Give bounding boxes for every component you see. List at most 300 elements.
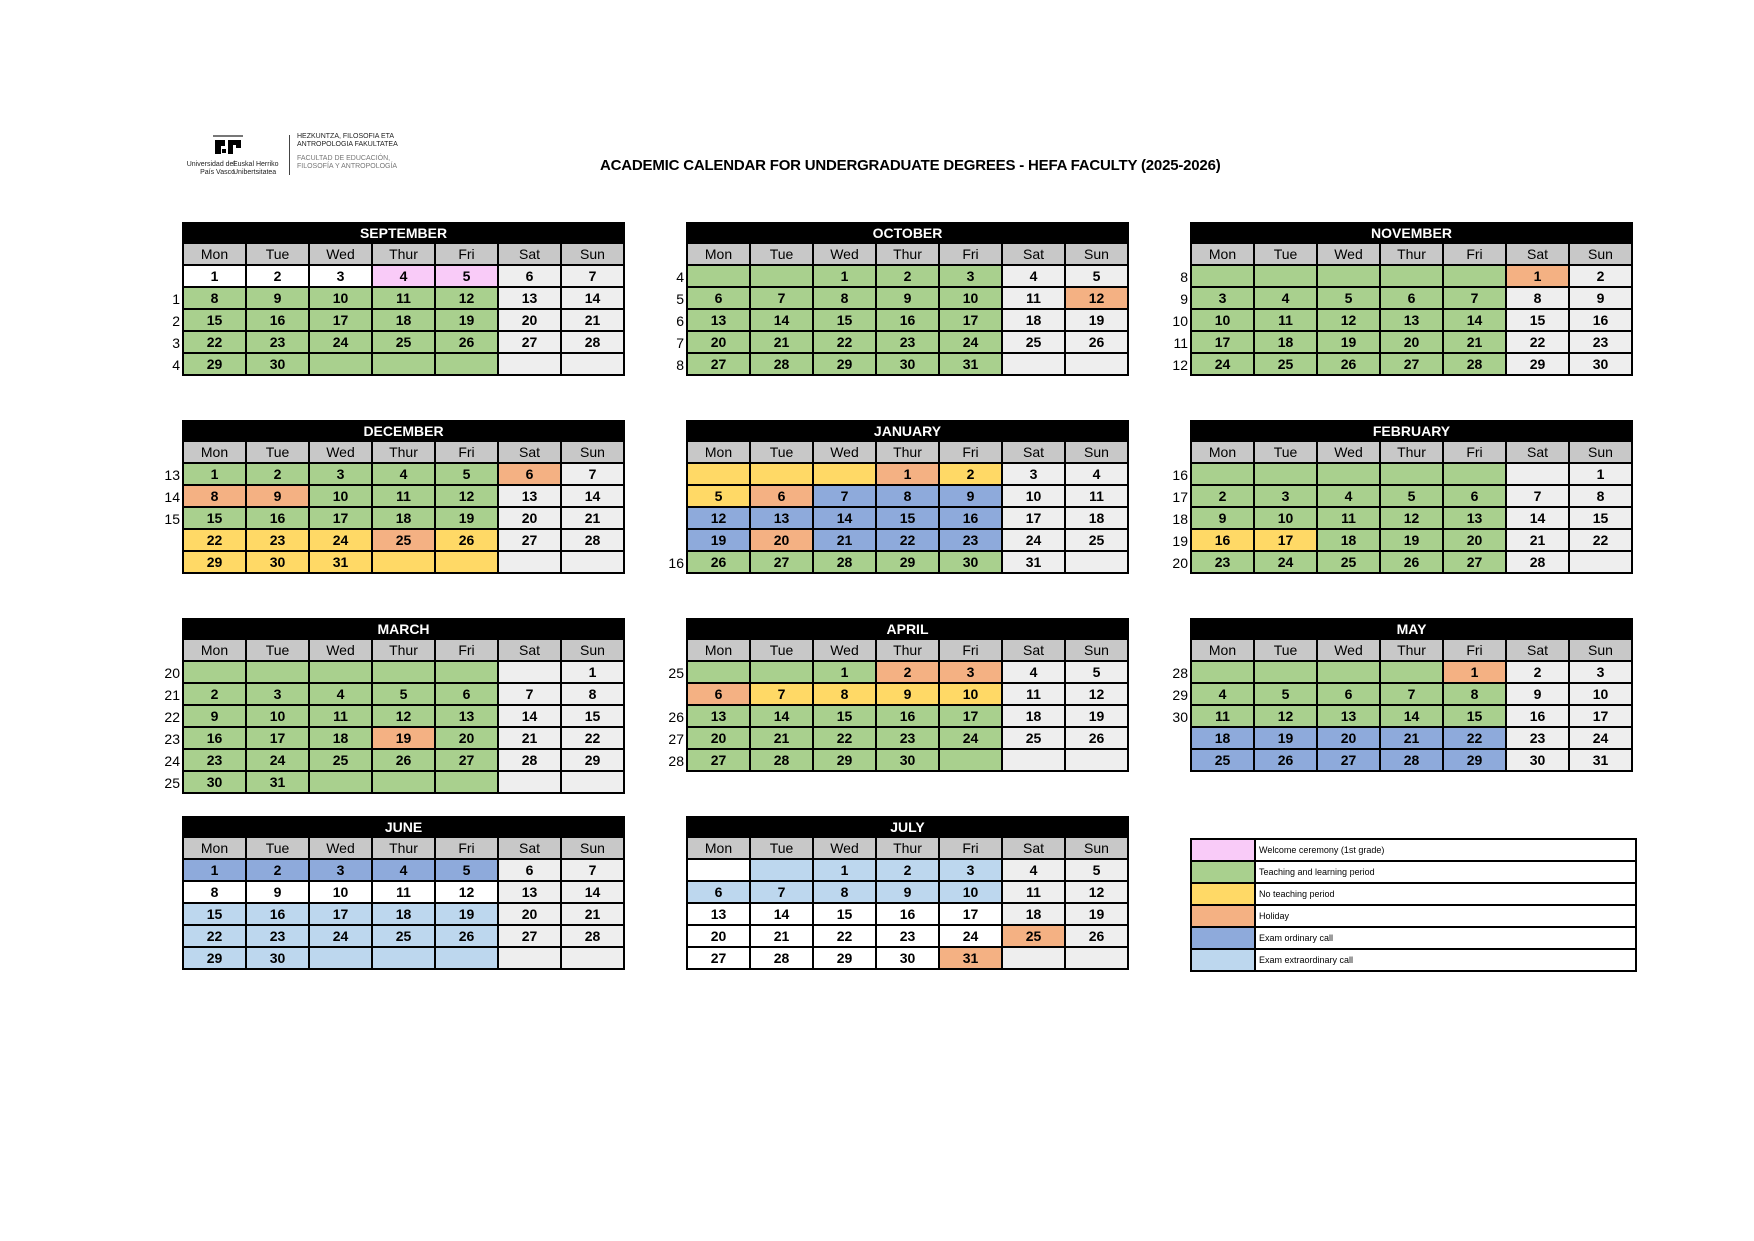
legend [1190,838,1637,972]
day-cell [751,464,812,484]
day-cell: 7 [751,684,812,704]
day-cell: 6 [499,464,560,484]
month-title: NOVEMBER [1190,222,1633,244]
week-numbers [664,860,684,970]
month-april [668,618,1129,772]
day-cell: 1 [562,662,623,682]
day-cell: 28 [499,750,560,770]
day-cell: 28 [751,750,812,770]
day-cell: 29 [184,552,245,572]
weekday-header: Sun [1066,442,1127,462]
weekday-header: Fri [940,838,1001,858]
day-cell: 6 [499,266,560,286]
day-cell: 6 [499,860,560,880]
day-cell: 4 [310,684,371,704]
day-cell: 6 [1444,486,1505,506]
day-cell: 16 [184,728,245,748]
week-number [160,552,180,574]
day-cell: 12 [373,706,434,726]
weekday-header: Fri [1444,244,1505,264]
day-cell: 19 [436,508,497,528]
month-title: SEPTEMBER [182,222,625,244]
week-numbers [664,266,684,376]
week-number: 16 [1172,467,1188,483]
day-cell: 14 [562,882,623,902]
day-cell [310,354,371,374]
day-cell: 4 [1003,662,1064,682]
day-cell: 19 [1318,332,1379,352]
day-cell [751,662,812,682]
day-cell: 24 [940,332,1001,352]
faculty-name-eu: HEZKUNTZA, FILOSOFIA ETA ANTROPOLOGIA FAKULTATEA [297,133,398,148]
day-cell: 8 [1507,288,1568,308]
day-cell: 19 [1066,310,1127,330]
day-cell: 9 [247,288,308,308]
day-cell: 12 [1381,508,1442,528]
day-cell: 6 [688,288,749,308]
day-cell: 6 [1318,684,1379,704]
weekday-header: Sat [1507,640,1568,660]
day-cell: 17 [1192,332,1253,352]
day-cell: 22 [184,926,245,946]
day-cell [373,354,434,374]
day-cell: 15 [877,508,938,528]
day-cell: 30 [877,750,938,770]
day-cell: 9 [247,486,308,506]
week-number: 6 [676,313,684,329]
day-cell: 29 [184,354,245,374]
day-cell: 23 [184,750,245,770]
day-cell: 26 [436,530,497,550]
day-cell [688,662,749,682]
month-grid [182,640,625,794]
day-cell: 4 [373,860,434,880]
weekday-header: Sun [1066,838,1127,858]
day-cell: 2 [877,266,938,286]
week-number [160,530,180,552]
day-cell: 12 [436,486,497,506]
day-cell: 15 [184,904,245,924]
day-cell [247,662,308,682]
day-cell: 10 [310,486,371,506]
day-cell: 20 [688,728,749,748]
day-cell: 25 [1192,750,1253,770]
weekday-header: Tue [247,640,308,660]
day-cell: 29 [562,750,623,770]
day-cell: 1 [877,464,938,484]
day-cell: 30 [247,948,308,968]
weekday-header: Tue [751,838,812,858]
day-cell: 1 [1570,464,1631,484]
day-cell [184,662,245,682]
day-cell: 18 [1003,706,1064,726]
day-cell: 24 [1003,530,1064,550]
month-february [1172,420,1633,574]
day-cell: 3 [940,266,1001,286]
weekday-header: Sun [562,838,623,858]
week-number [1168,750,1188,772]
day-cell: 10 [1255,508,1316,528]
day-cell: 3 [247,684,308,704]
day-cell: 15 [1444,706,1505,726]
weekday-header: Wed [1318,640,1379,660]
day-cell: 20 [499,508,560,528]
day-cell [1066,750,1127,770]
day-cell: 2 [877,662,938,682]
week-number [664,530,684,552]
day-cell: 2 [247,266,308,286]
day-cell: 5 [436,860,497,880]
day-cell: 11 [373,882,434,902]
month-title: JANUARY [686,420,1129,442]
day-cell: 2 [1192,486,1253,506]
day-cell [436,354,497,374]
day-cell: 29 [814,948,875,968]
day-cell [310,662,371,682]
day-cell: 13 [688,904,749,924]
day-cell: 13 [499,882,560,902]
weekday-header: Sun [1066,640,1127,660]
day-cell: 25 [373,926,434,946]
day-cell: 3 [1192,288,1253,308]
day-cell: 14 [1381,706,1442,726]
day-cell: 25 [1066,530,1127,550]
day-cell [373,552,434,572]
day-cell: 19 [1255,728,1316,748]
day-cell: 14 [1444,310,1505,330]
weekday-header: Mon [688,442,749,462]
month-title: JULY [686,816,1129,838]
day-cell [1318,464,1379,484]
weekday-header: Tue [247,244,308,264]
month-grid [1190,442,1633,574]
weekday-header: Wed [814,442,875,462]
day-cell: 7 [1444,288,1505,308]
week-numbers [1168,662,1188,772]
day-cell: 29 [814,750,875,770]
day-cell: 13 [436,706,497,726]
day-cell: 16 [877,706,938,726]
day-cell: 15 [1507,310,1568,330]
weekday-header: Sun [562,442,623,462]
weekday-header: Mon [688,640,749,660]
week-number [160,882,180,904]
week-number: 4 [676,269,684,285]
weekday-header: Fri [940,244,1001,264]
day-cell: 23 [1192,552,1253,572]
day-cell: 9 [940,486,1001,506]
day-cell: 7 [562,860,623,880]
day-cell: 8 [814,684,875,704]
day-cell: 21 [562,310,623,330]
day-cell: 2 [877,860,938,880]
day-cell: 20 [1444,530,1505,550]
weekday-header: Mon [688,244,749,264]
day-cell: 17 [310,904,371,924]
week-number [160,904,180,926]
day-cell: 5 [1066,266,1127,286]
week-number [160,860,180,882]
day-cell: 28 [751,948,812,968]
day-cell [499,948,560,968]
day-cell: 8 [814,882,875,902]
weekday-header: Sat [1003,838,1064,858]
weekday-header: Fri [436,838,497,858]
day-cell: 11 [1066,486,1127,506]
day-cell: 12 [1066,882,1127,902]
weekday-header: Sun [562,640,623,660]
day-cell: 18 [1255,332,1316,352]
week-number [664,684,684,706]
day-cell: 11 [1318,508,1379,528]
day-cell: 13 [688,706,749,726]
day-cell: 26 [1255,750,1316,770]
day-cell: 30 [1507,750,1568,770]
day-cell: 18 [1003,904,1064,924]
day-cell: 24 [310,332,371,352]
weekday-header: Fri [1444,640,1505,660]
week-number: 8 [676,357,684,373]
day-cell: 3 [1003,464,1064,484]
day-cell: 22 [184,332,245,352]
week-number: 18 [1172,511,1188,527]
day-cell: 21 [751,926,812,946]
month-grid [1190,244,1633,376]
day-cell [1192,266,1253,286]
day-cell: 8 [184,486,245,506]
day-cell: 15 [814,310,875,330]
week-number: 12 [1172,357,1188,373]
day-cell: 27 [499,926,560,946]
week-number [664,948,684,970]
weekday-header: Fri [436,244,497,264]
day-cell: 8 [184,288,245,308]
day-cell: 4 [1003,266,1064,286]
day-cell [499,552,560,572]
day-cell: 10 [940,288,1001,308]
day-cell: 25 [1003,332,1064,352]
day-cell: 19 [373,728,434,748]
logo-divider [289,135,290,175]
day-cell: 28 [751,354,812,374]
weekday-header: Wed [814,244,875,264]
weekday-header: Sat [1507,244,1568,264]
day-cell: 15 [184,508,245,528]
day-cell: 4 [1255,288,1316,308]
day-cell: 4 [373,266,434,286]
day-cell: 17 [940,706,1001,726]
day-cell: 28 [562,332,623,352]
day-cell: 7 [751,288,812,308]
day-cell: 28 [1381,750,1442,770]
day-cell: 22 [877,530,938,550]
day-cell: 28 [562,530,623,550]
weekday-header: Thur [877,442,938,462]
day-cell [1318,662,1379,682]
day-cell [751,266,812,286]
day-cell: 26 [1066,728,1127,748]
week-number: 22 [164,709,180,725]
day-cell: 9 [1507,684,1568,704]
day-cell: 8 [184,882,245,902]
day-cell: 9 [247,882,308,902]
week-number: 30 [1172,709,1188,725]
week-number: 21 [164,687,180,703]
day-cell: 18 [1066,508,1127,528]
day-cell: 17 [940,904,1001,924]
weekday-header: Tue [751,244,812,264]
day-cell: 24 [940,728,1001,748]
day-cell: 20 [436,728,497,748]
day-cell [562,948,623,968]
day-cell: 23 [877,332,938,352]
day-cell: 16 [877,904,938,924]
weekday-header: Thur [877,244,938,264]
day-cell: 20 [499,310,560,330]
day-cell: 30 [247,552,308,572]
day-cell: 11 [1003,288,1064,308]
day-cell: 10 [310,288,371,308]
day-cell: 29 [1444,750,1505,770]
weekday-header: Sat [499,442,560,462]
day-cell: 10 [940,684,1001,704]
day-cell: 21 [814,530,875,550]
weekday-header: Sun [1066,244,1127,264]
day-cell: 20 [499,904,560,924]
day-cell: 8 [1570,486,1631,506]
weekday-header: Thur [877,640,938,660]
legend-label: Welcome ceremony (1st grade) [1256,840,1635,860]
weekday-header: Wed [814,838,875,858]
day-cell: 27 [499,332,560,352]
day-cell: 8 [1444,684,1505,704]
day-cell: 1 [814,860,875,880]
week-number: 19 [1172,533,1188,549]
week-number [160,926,180,948]
day-cell: 18 [373,508,434,528]
week-numbers [160,464,180,574]
month-november [1172,222,1633,376]
week-numbers [664,464,684,574]
week-number [160,948,180,970]
day-cell: 18 [310,728,371,748]
day-cell: 5 [1318,288,1379,308]
day-cell [751,860,812,880]
legend-swatch [1192,950,1254,970]
day-cell: 27 [436,750,497,770]
week-number [664,486,684,508]
week-number: 8 [1180,269,1188,285]
day-cell [1255,464,1316,484]
day-cell: 18 [373,904,434,924]
weekday-header: Sun [1570,442,1631,462]
week-number: 16 [668,555,684,571]
day-cell [814,464,875,484]
day-cell: 28 [562,926,623,946]
day-cell: 30 [247,354,308,374]
day-cell [1066,354,1127,374]
day-cell: 3 [940,860,1001,880]
day-cell [1255,266,1316,286]
day-cell: 30 [877,948,938,968]
day-cell: 23 [1507,728,1568,748]
week-number [664,860,684,882]
day-cell: 16 [247,310,308,330]
day-cell: 16 [1570,310,1631,330]
day-cell: 6 [688,882,749,902]
day-cell: 12 [436,288,497,308]
day-cell: 17 [310,508,371,528]
day-cell: 1 [1444,662,1505,682]
university-name-es: Universidad del País Vasco [186,161,235,176]
legend-label: No teaching period [1256,884,1635,904]
weekday-header: Thur [373,442,434,462]
day-cell: 15 [184,310,245,330]
day-cell: 16 [877,310,938,330]
day-cell: 22 [1570,530,1631,550]
day-cell: 18 [373,310,434,330]
day-cell [688,464,749,484]
weekday-header: Mon [1192,640,1253,660]
day-cell: 21 [751,332,812,352]
day-cell: 19 [1066,706,1127,726]
day-cell: 16 [940,508,1001,528]
weekday-header: Tue [247,838,308,858]
weekday-header: Sat [1003,244,1064,264]
day-cell: 27 [688,948,749,968]
day-cell [1507,464,1568,484]
day-cell: 13 [1318,706,1379,726]
day-cell: 24 [940,926,1001,946]
day-cell [373,948,434,968]
day-cell: 7 [499,684,560,704]
weekday-header: Fri [436,442,497,462]
day-cell: 16 [1507,706,1568,726]
day-cell: 7 [1381,684,1442,704]
day-cell: 5 [1066,662,1127,682]
day-cell: 29 [1507,354,1568,374]
day-cell: 9 [877,288,938,308]
week-number: 4 [172,357,180,373]
day-cell: 21 [499,728,560,748]
day-cell: 25 [373,332,434,352]
day-cell: 27 [751,552,812,572]
day-cell: 21 [1444,332,1505,352]
day-cell: 15 [814,706,875,726]
day-cell: 22 [814,926,875,946]
day-cell: 6 [751,486,812,506]
day-cell: 10 [1003,486,1064,506]
day-cell: 23 [247,926,308,946]
weekday-header: Thur [373,640,434,660]
day-cell: 29 [877,552,938,572]
month-grid [1190,640,1633,772]
weekday-header: Fri [436,640,497,660]
weekday-header: Sat [499,838,560,858]
day-cell: 10 [1192,310,1253,330]
weekday-header: Mon [184,838,245,858]
day-cell: 17 [247,728,308,748]
day-cell: 20 [751,530,812,550]
day-cell: 25 [1318,552,1379,572]
day-cell: 14 [751,904,812,924]
day-cell: 31 [940,948,1001,968]
day-cell: 18 [1192,728,1253,748]
day-cell: 2 [1507,662,1568,682]
month-may [1172,618,1633,772]
day-cell: 30 [940,552,1001,572]
month-january [668,420,1129,574]
